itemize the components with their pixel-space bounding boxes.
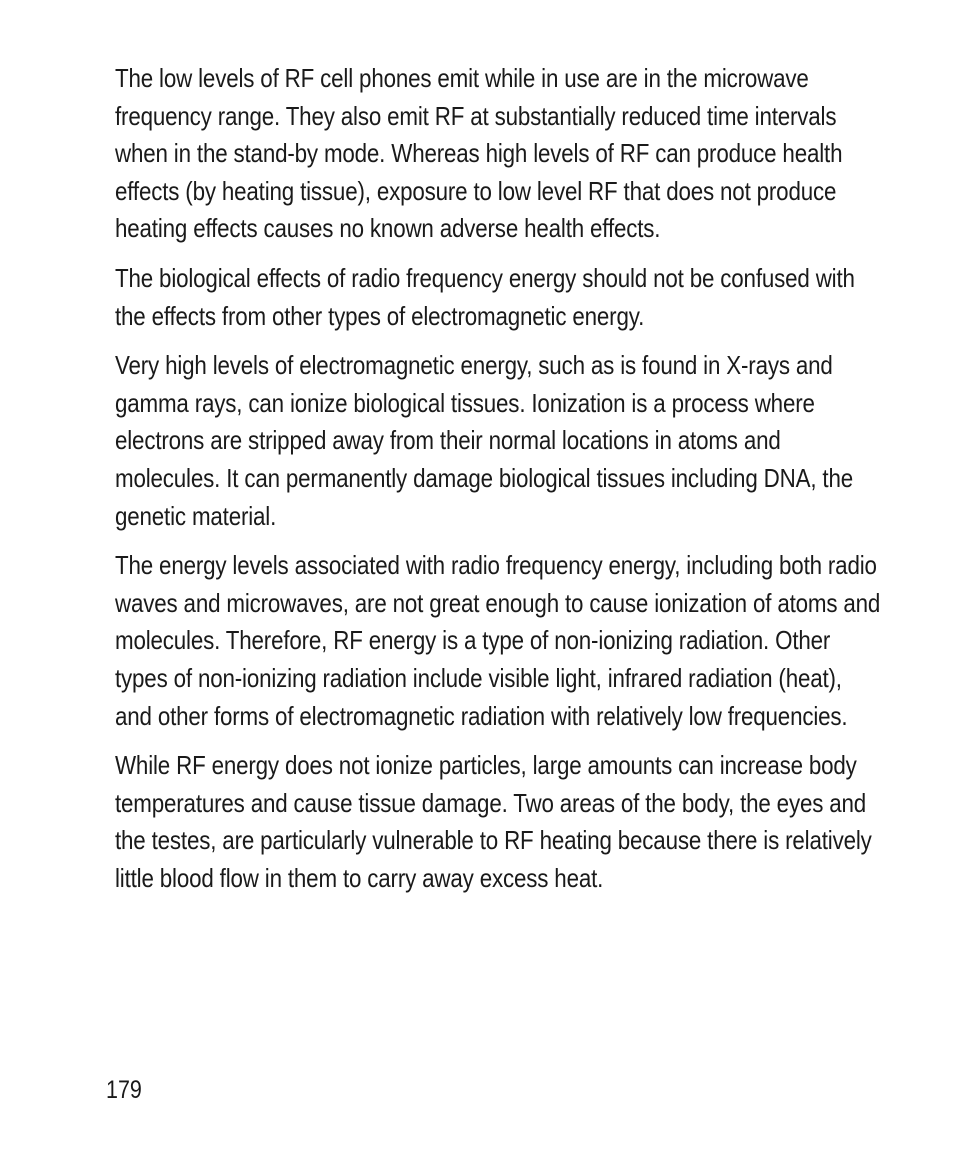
page-body <box>115 60 883 909</box>
paragraph-rf-levels: The low levels of RF cell phones emit while in use are in the microwave frequency range. They also emit RF at substantially reduced time intervals when in the stand-by mode. Whereas high levels of RF can produce health effects (by heating tissue), exposure to low level RF that does not produce heating effects causes no known adverse health effects. <box>115 63 843 244</box>
paragraph-non-ionizing-radiation: The energy levels associated with radio frequency energy, including both radio waves and microwaves, are not great enough to cause ionization of atoms and molecules. Therefore, RF energy is a type of non-ionizing radiation. Other types of non-ionizing radiation include visible light, infrared radiation (heat), and other forms of electromagnetic radiation with relatively low frequencies. <box>115 550 881 731</box>
paragraph-tissue-heating: While RF energy does not ionize particles, large amounts can increase body temperatures and cause tissue damage. Two areas of the body, the eyes and the testes, are particularly vulnerable to RF heating because there is relatively little blood flow in them to carry away excess heat. <box>115 750 872 893</box>
page-number: 179 <box>106 1076 142 1104</box>
paragraph-biological-effects: The biological effects of radio frequency energy should not be confused with the effects from other types of electromagnetic energy. <box>115 262 855 331</box>
paragraph-ionizing-energy: Very high levels of electromagnetic energy, such as is found in X-rays and gamma rays, can ionize biological tissues. Ionization is a process where electrons are stripped away from their normal locations in atoms and molecules. It can permanently damage biological tissues including DNA, the genetic material. <box>115 350 853 531</box>
